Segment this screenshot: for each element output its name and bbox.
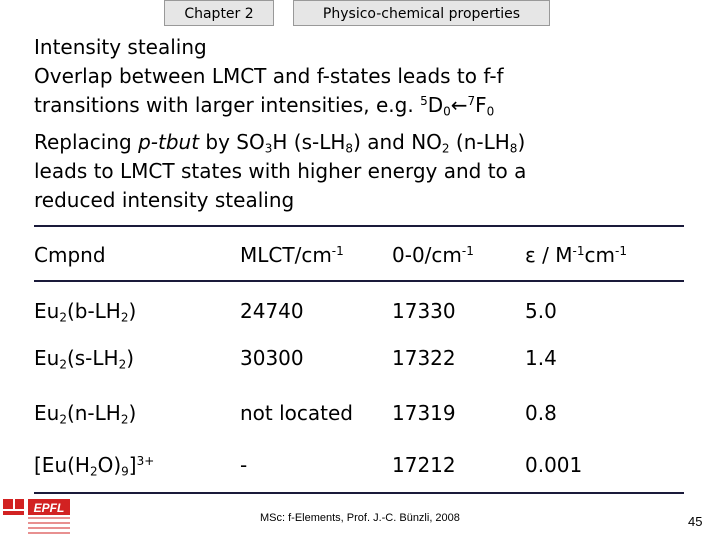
row-4-a: [Eu(H [34,453,90,477]
header-mlct [240,240,344,270]
para2-text-italic: p-tbut [138,130,200,154]
row-4-compound [34,450,154,480]
row-4-mlct: - [240,453,248,477]
row-1-c: ) [128,299,137,323]
svg-text:EPFL: EPFL [33,501,65,515]
header-zero-sup: -1 [461,243,474,258]
intro-f: F [475,93,487,117]
epfl-logo [2,497,97,539]
intro-sup-1: 5 [420,93,428,108]
table-header-rule [34,280,684,282]
chapter-label [164,0,274,26]
para2-line-3-text: reduced intensity stealing [34,188,295,212]
para2-text-e: ) and NO [353,130,442,154]
header-eps-cm: cm [584,243,615,267]
row-3-zero: 17319 [392,401,456,425]
row-2-mlct: 30300 [240,346,304,370]
row-2-compound [34,343,134,373]
intro-line-2 [34,62,504,91]
row-1-b-sub: 2 [120,310,129,325]
page-number: 45 [688,514,703,529]
row-4-charge-sup: 3+ [136,453,155,468]
para2-text-c: by SO [199,130,265,154]
intro-line-3 [34,91,494,120]
intro-line-1-text: Intensity stealing [34,35,207,59]
row-4-b-sub: 9 [121,464,129,479]
row-3-a: Eu [34,401,60,425]
row-2-epsilon: 1.4 [525,346,557,370]
row-1-a-sub: 2 [59,310,67,325]
section-label [293,0,550,26]
row-3-epsilon: 0.8 [525,401,557,425]
header-eps-sup-1: -1 [572,243,585,258]
intro-line-2-text: Overlap between LMCT and f-states leads to f-f [34,64,504,88]
para2-line-2 [34,157,526,186]
row-1-compound [34,296,136,326]
para2-text-d: H (s-LH [272,130,346,154]
row-1-epsilon: 5.0 [525,299,557,323]
para2-sub-1: 3 [264,141,273,156]
header-mlct-sup: -1 [331,243,344,258]
para2-text-a: Replacing [34,130,139,154]
row-2-b-sub: 2 [118,357,127,372]
para2-line-3 [34,186,294,215]
row-4-a-sub: 2 [89,464,98,479]
para2-line-1 [34,128,525,157]
intro-line-3-text: transitions with larger intensities, e.g. [34,93,421,117]
intro-sup-2: 7 [467,93,476,108]
para2-sub-3: 2 [441,141,450,156]
header-epsilon [525,240,627,270]
header-cmpnd-text: Cmpnd [34,243,106,267]
row-2-zero: 17322 [392,346,456,370]
row-4-zero: 17212 [392,453,456,477]
row-1-zero: 17330 [392,299,456,323]
intro-line-1 [34,33,207,62]
row-3-c: ) [128,401,137,425]
intro-d: D [427,93,444,117]
header-mlct-text: MLCT/cm [240,243,332,267]
para2-text-f: (n-LH [449,130,510,154]
header-eps-sup-2: -1 [614,243,627,258]
para2-sub-2: 8 [345,141,354,156]
header-zero-text: 0-0/cm [392,243,462,267]
row-3-b-sub: 2 [120,412,129,427]
table-bottom-rule [34,492,684,494]
section-text: Physico-chemical properties [322,6,521,22]
row-1-mlct: 24740 [240,299,304,323]
para2-sub-4: 8 [509,141,518,156]
table-top-rule [34,225,684,227]
row-3-compound [34,398,136,428]
epsilon-symbol: ε [525,243,536,267]
chapter-text: Chapter 2 [184,6,254,22]
header-cmpnd [34,240,106,270]
row-3-b: (n-LH [66,401,121,425]
para2-text-g: ) [517,130,526,154]
row-3-mlct: not located [240,401,353,425]
row-1-b: (b-LH [66,299,121,323]
intro-sub-1: 0 [443,104,451,119]
header-zero [392,240,474,270]
row-3-a-sub: 2 [59,412,67,427]
intro-sub-2: 0 [486,104,495,119]
row-4-b: O) [97,453,122,477]
footer-credit: MSc: f-Elements, Prof. J.-C. Bünzli, 2008 [260,512,460,524]
header-eps-text: / M [535,243,573,267]
left-arrow-icon: ← [450,93,468,117]
row-2-a-sub: 2 [59,357,67,372]
row-2-b: (s-LH [66,346,119,370]
row-1-a: Eu [34,299,60,323]
row-4-c: ] [128,453,137,477]
row-2-c: ) [126,346,135,370]
row-2-a: Eu [34,346,60,370]
para2-line-2-text: leads to LMCT states with higher energy and to a [34,159,527,183]
row-4-epsilon: 0.001 [525,453,583,477]
